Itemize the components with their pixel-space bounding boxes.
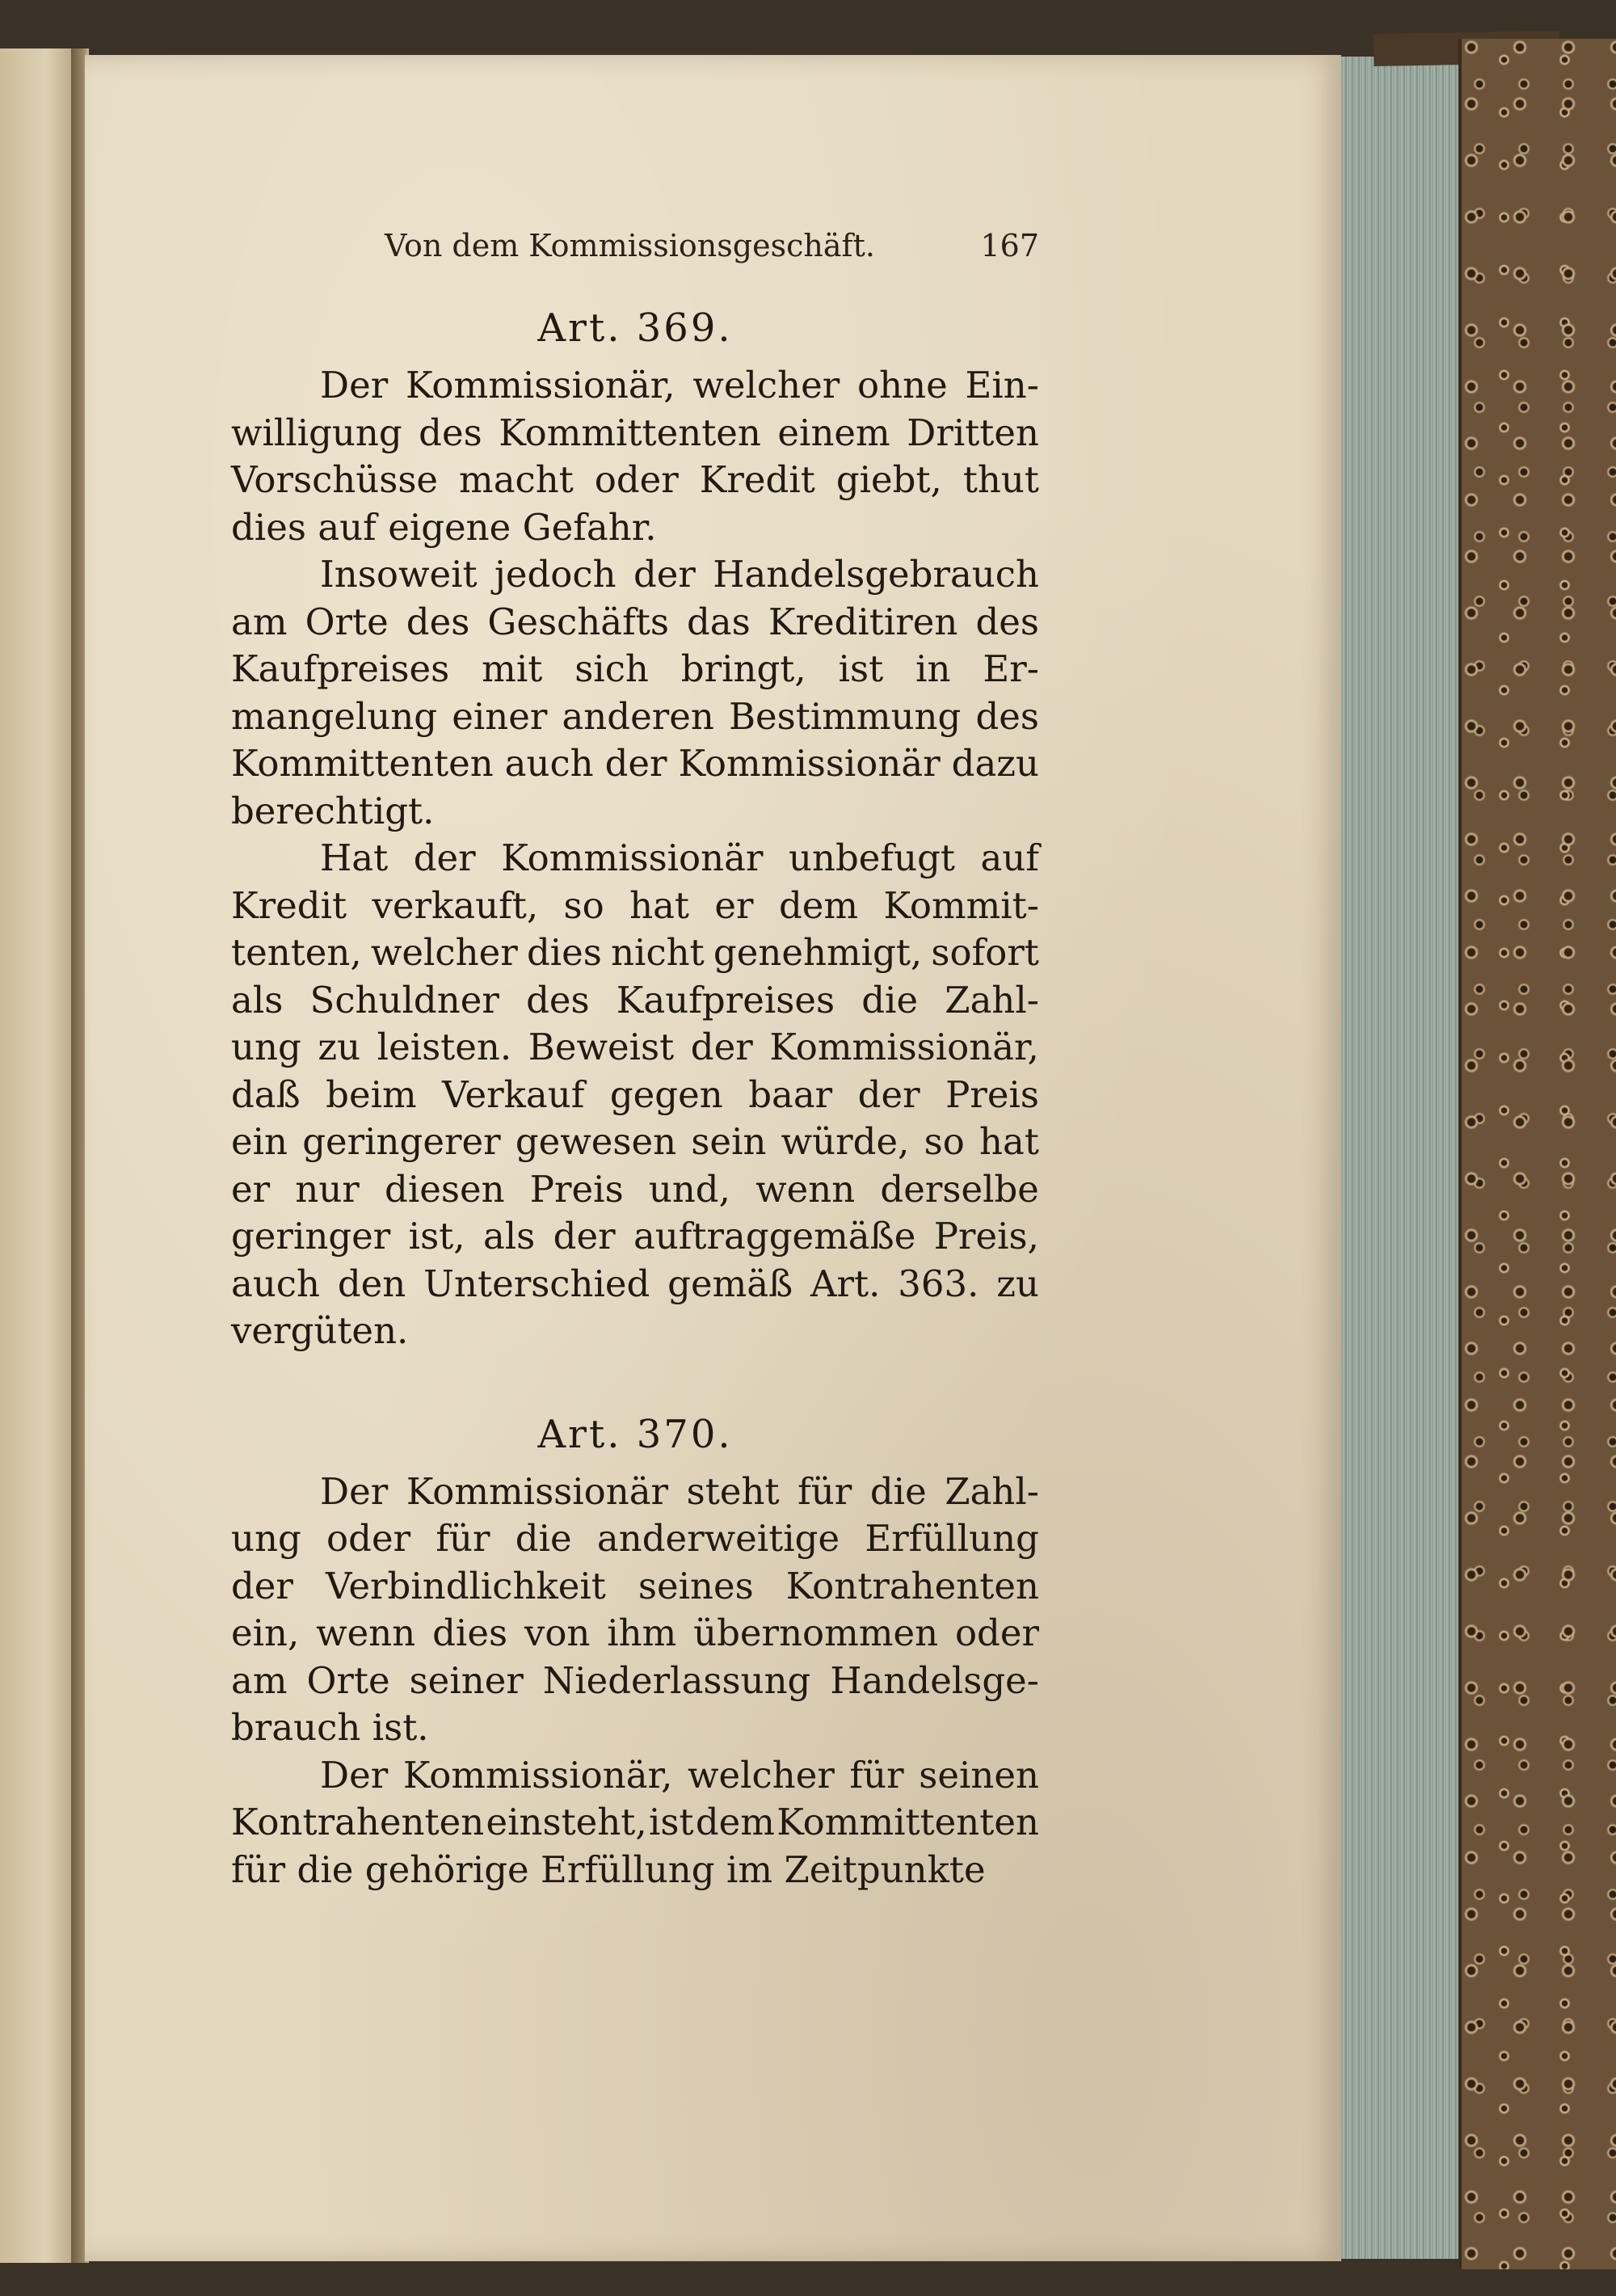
paragraph — [231, 362, 1039, 551]
word: eigene — [388, 505, 511, 549]
word: er — [714, 883, 754, 927]
word: er — [231, 1167, 271, 1211]
word: Kommit- — [883, 883, 1039, 927]
word: jedoch — [494, 553, 617, 596]
word: einer — [452, 694, 548, 738]
word: Hat — [320, 836, 389, 879]
word: auch — [231, 1262, 320, 1305]
word: anderweitige — [596, 1517, 840, 1560]
word: steht — [686, 1469, 780, 1513]
text-line — [231, 835, 1039, 883]
word: nur — [295, 1167, 360, 1211]
word: Niederlassung — [542, 1658, 811, 1702]
text-line — [231, 883, 1039, 930]
word: Dritten — [907, 411, 1039, 454]
word: dies — [432, 1611, 508, 1654]
word: Preis — [529, 1167, 624, 1211]
word: die — [869, 1469, 927, 1513]
text-line — [231, 788, 1039, 836]
word: Der — [320, 364, 389, 407]
word: der — [690, 1026, 753, 1068]
word: Kommittenten — [231, 742, 494, 785]
text-line — [231, 504, 1039, 552]
word: Preis, — [933, 1215, 1039, 1258]
word: Gefahr. — [522, 505, 657, 549]
word: Kommittenten — [776, 1801, 1039, 1843]
word: oder — [954, 1611, 1039, 1654]
word: ung — [231, 1026, 301, 1068]
word: brauch — [231, 1706, 361, 1749]
text-line — [231, 362, 1039, 410]
word: verkauft, — [372, 883, 539, 927]
word: Kommissionär, — [769, 1026, 1039, 1068]
word: thut — [962, 458, 1039, 501]
word: Insoweit — [320, 553, 478, 596]
word: und, — [648, 1167, 730, 1211]
word: einsteht, — [486, 1801, 647, 1843]
word: am — [231, 600, 288, 643]
word: Kommissionär, — [402, 1753, 673, 1797]
word: Kaufpreises — [616, 978, 835, 1022]
word: hat — [979, 1120, 1039, 1163]
text-line — [231, 1799, 1039, 1847]
word: Kreditiren — [768, 600, 958, 643]
word: dem — [695, 1801, 775, 1843]
word: dem — [778, 883, 859, 927]
word: Verbindlichkeit — [326, 1564, 606, 1607]
word: seiner — [409, 1658, 524, 1702]
word: zu — [996, 1262, 1039, 1305]
facing-page-edge — [0, 48, 77, 2263]
word: gewesen — [515, 1120, 677, 1163]
word: welcher — [692, 364, 840, 407]
word: ein — [231, 1120, 288, 1163]
word: für — [797, 1469, 852, 1513]
word: Kaufpreises — [231, 647, 450, 690]
word: Geschäfts — [487, 600, 669, 643]
word: sein — [691, 1120, 767, 1163]
word: des — [975, 600, 1039, 643]
article-section — [231, 305, 1039, 1355]
page-text — [231, 221, 1039, 1894]
word: auch — [504, 742, 594, 785]
text-line — [231, 977, 1039, 1025]
text-line — [231, 1704, 1039, 1752]
text-line — [231, 740, 1039, 788]
word: Bestimmung — [728, 694, 962, 738]
paragraph — [231, 1468, 1039, 1752]
word: seines — [638, 1564, 754, 1607]
word: als — [231, 978, 284, 1022]
running-head — [231, 221, 1039, 270]
word: dies — [231, 505, 306, 549]
text-line — [231, 1468, 1039, 1516]
text-line — [231, 410, 1039, 457]
word: diesen — [385, 1167, 505, 1211]
text-line — [231, 929, 1039, 977]
word: ihm — [607, 1611, 677, 1654]
word: genehmigt, — [713, 931, 923, 974]
word: giebt, — [835, 458, 942, 501]
article-sections — [231, 305, 1039, 1894]
word: zu — [318, 1026, 361, 1068]
text-line — [231, 599, 1039, 647]
paragraph — [231, 551, 1039, 835]
word: des — [975, 694, 1039, 738]
text-line — [231, 1213, 1039, 1261]
word: Zahl- — [945, 978, 1039, 1022]
word: beim — [326, 1072, 417, 1116]
word: im — [726, 1847, 773, 1891]
word: derselbe — [880, 1167, 1039, 1211]
word: unbefugt — [789, 836, 955, 879]
word: tenten, — [231, 931, 362, 974]
text-line — [231, 1072, 1039, 1119]
text-line — [231, 693, 1039, 741]
word: als — [482, 1215, 536, 1258]
word: übernommen — [693, 1611, 939, 1654]
word: Handelsgebrauch — [713, 553, 1039, 596]
word: ist. — [372, 1706, 429, 1749]
word: Beweist — [528, 1026, 675, 1068]
word: des — [419, 411, 482, 454]
word: 363. — [898, 1262, 979, 1305]
word: so — [563, 883, 604, 927]
word: macht — [459, 458, 574, 501]
word: gehörige — [364, 1847, 529, 1891]
word: am — [231, 1658, 288, 1702]
text-line — [231, 1024, 1039, 1072]
word: Kommissionär — [406, 1469, 669, 1513]
article-section — [231, 1412, 1039, 1894]
word: die — [297, 1847, 354, 1891]
word: Ein- — [965, 364, 1039, 407]
word: Kredit — [231, 883, 347, 927]
text-line — [231, 646, 1039, 693]
marbled-cover — [1458, 39, 1616, 2269]
text-line — [231, 1261, 1039, 1308]
text-line — [231, 1515, 1039, 1563]
word: Schuldner — [309, 978, 499, 1022]
text-line — [231, 1166, 1039, 1214]
word: ohne — [857, 364, 948, 407]
word: daß — [231, 1072, 301, 1116]
word: baar — [748, 1072, 833, 1116]
word: oder — [594, 458, 679, 501]
word: hat — [629, 883, 689, 927]
text-line — [231, 1847, 1039, 1894]
word: dies — [526, 931, 602, 974]
word: Er- — [983, 647, 1039, 690]
word: Der — [320, 1469, 389, 1513]
word: ein, — [231, 1611, 300, 1654]
word: des — [406, 600, 470, 643]
page-block-edge — [1341, 57, 1462, 2259]
word: Kredit — [699, 458, 815, 501]
word: Kommissionär — [678, 742, 941, 785]
word: mit — [482, 647, 543, 690]
word: Unterschied — [423, 1262, 650, 1305]
word: ung — [231, 1517, 301, 1560]
word: für — [849, 1753, 904, 1797]
word: in — [915, 647, 951, 690]
word: so — [924, 1120, 965, 1163]
word: Orte — [306, 1658, 390, 1702]
word: der — [857, 1072, 920, 1116]
paragraph — [231, 1752, 1039, 1894]
word: Erfüllung — [865, 1517, 1039, 1560]
word: Verkauf — [442, 1072, 585, 1116]
word: vergüten. — [231, 1309, 409, 1352]
word: das — [687, 600, 751, 643]
word: geringer — [231, 1215, 391, 1258]
word: Handelsge- — [830, 1658, 1039, 1702]
text-line — [231, 1308, 1039, 1355]
word: Kontrahenten — [785, 1564, 1039, 1607]
word: Kommissionär — [501, 836, 764, 879]
word: ist, — [408, 1215, 465, 1258]
article-heading: Art. 370. — [537, 1411, 733, 1457]
word: Kommissionär, — [406, 364, 675, 407]
word: wenn — [755, 1167, 856, 1211]
running-title: Von dem Kommissionsgeschäft. — [385, 228, 875, 263]
word: auftraggemäße — [633, 1215, 916, 1258]
word: Preis — [945, 1072, 1039, 1116]
word: für — [231, 1847, 286, 1891]
word: dazu — [951, 742, 1039, 785]
word: oder — [326, 1517, 411, 1560]
word: der — [553, 1215, 616, 1258]
word: würde, — [781, 1120, 910, 1163]
word: ist — [838, 647, 884, 690]
word: von — [524, 1611, 591, 1654]
word: seinen — [919, 1753, 1039, 1797]
page-number: 167 — [980, 228, 1039, 263]
word: den — [337, 1262, 406, 1305]
word: wenn — [316, 1611, 416, 1654]
word: Zeitpunkte — [784, 1847, 986, 1891]
text-line — [231, 551, 1039, 599]
word: für — [436, 1517, 490, 1560]
text-line — [231, 1658, 1039, 1705]
word: willigung — [231, 411, 402, 454]
word: Vorschüsse — [231, 458, 439, 501]
text-line — [231, 457, 1039, 504]
word: nicht — [611, 931, 705, 974]
word: welcher — [688, 1753, 835, 1797]
word: sich — [574, 647, 649, 690]
word: Kontrahenten — [231, 1801, 485, 1843]
word: der — [231, 1564, 293, 1607]
word: mangelung — [231, 694, 438, 738]
word: auf — [318, 505, 377, 549]
word: leisten. — [377, 1026, 512, 1068]
word: der — [413, 836, 476, 879]
word: Art. — [810, 1262, 881, 1305]
word: der — [604, 742, 667, 785]
word: ist — [648, 1801, 694, 1843]
word: Erfüllung — [541, 1847, 715, 1891]
word: auf — [980, 836, 1039, 879]
word: gegen — [609, 1072, 723, 1116]
word: Kommittenten — [499, 411, 761, 454]
word: welcher — [370, 931, 518, 974]
word: anderen — [562, 694, 714, 738]
text-line — [231, 1119, 1039, 1166]
word: die — [861, 978, 919, 1022]
text-line — [231, 1752, 1039, 1800]
word: der — [633, 553, 696, 596]
word: bringt, — [680, 647, 806, 690]
word: gemäß — [667, 1262, 793, 1305]
word: Der — [320, 1753, 389, 1797]
word: Orte — [305, 600, 389, 643]
word: berechtigt. — [231, 789, 435, 832]
paragraph — [231, 835, 1039, 1355]
word: einem — [777, 411, 890, 454]
word: sofort — [931, 931, 1039, 974]
word: des — [526, 978, 590, 1022]
text-line — [231, 1563, 1039, 1611]
word: die — [515, 1517, 572, 1560]
word: geringerer — [302, 1120, 501, 1163]
article-heading: Art. 369. — [537, 305, 733, 351]
text-line — [231, 1610, 1039, 1658]
word: Zahl- — [945, 1469, 1039, 1513]
